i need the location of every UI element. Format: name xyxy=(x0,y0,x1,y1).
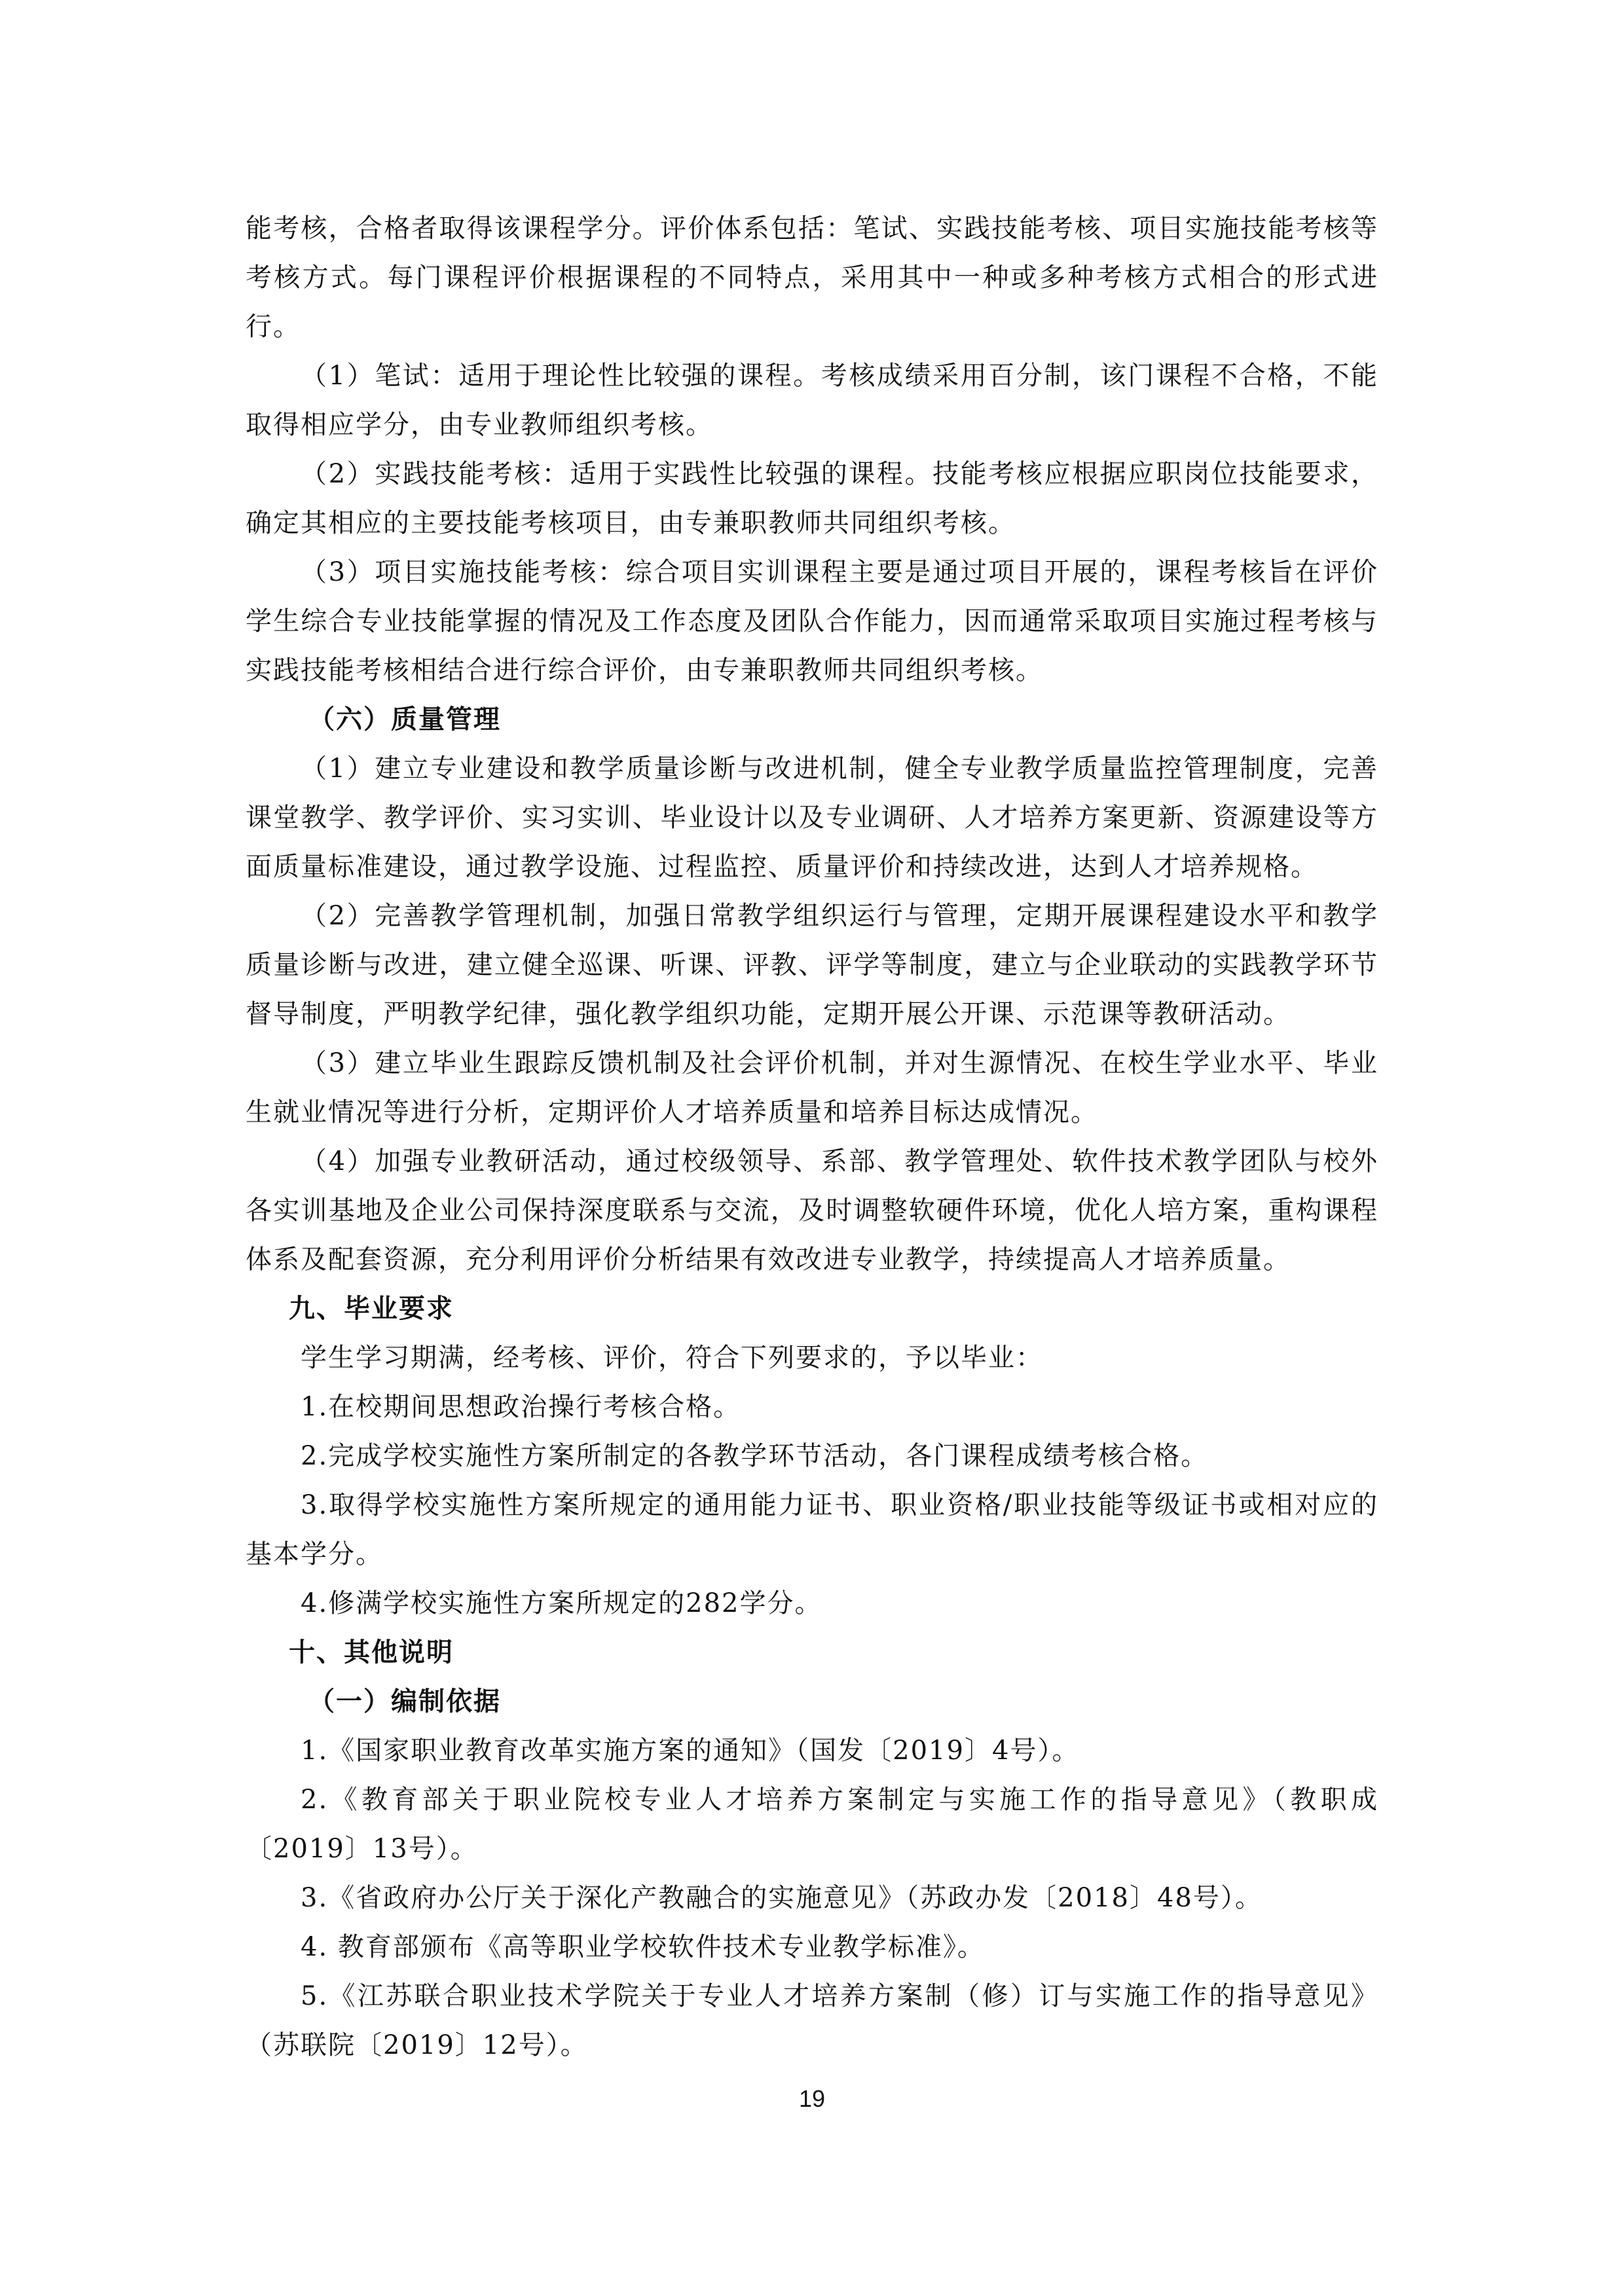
subsection-heading: （一）编制依据 xyxy=(308,1686,501,1717)
paragraph: 能考核，合格者取得该课程学分。评价体系包括：笔试、实践技能考核、项目实施技能考核等考核方式。每门课程评价根据课程的不同特点，采用其中一种或多种考核方式相合的形式进行。 xyxy=(246,213,1378,342)
paragraph: 3.取得学校实施性方案所规定的通用能力证书、职业资格/职业技能等级证书或相对应的基本学分。 xyxy=(246,1490,1378,1569)
subsection-heading: （六）质量管理 xyxy=(308,704,501,735)
section-heading: 九、毕业要求 xyxy=(289,1294,454,1324)
paragraph: 2.《教育部关于职业院校专业人才培养方案制定与实施工作的指导意见》（教职成〔2019〕13号）。 xyxy=(246,1785,1378,1864)
paragraph: 1.《国家职业教育改革实施方案的通知》（国发〔2019〕4号）。 xyxy=(301,1736,1080,1766)
paragraph: 4. 教育部颁布《高等职业学校软件技术专业教学标准》。 xyxy=(301,1932,985,1962)
paragraph: 学生学习期满，经考核、评价，符合下列要求的，予以毕业： xyxy=(301,1343,1043,1373)
body-text xyxy=(246,204,1378,2070)
paragraph: （3）建立毕业生跟踪反馈机制及社会评价机制，并对生源情况、在校生学业水平、毕业生就业情况等进行分析，定期评价人才培养质量和培养目标达成情况。 xyxy=(246,1048,1378,1127)
paragraph: （1）笔试：适用于理论性比较强的课程。考核成绩采用百分制，该门课程不合格，不能取得相应学分，由专业教师组织考核。 xyxy=(246,361,1378,440)
paragraph: 2.完成学校实施性方案所制定的各教学环节活动，各门课程成绩考核合格。 xyxy=(301,1441,1209,1471)
paragraph: 5.《江苏联合职业技术学院关于专业人才培养方案制（修）订与实施工作的指导意见》（苏联院〔2019〕12号）。 xyxy=(246,1981,1378,2060)
section-heading: 十、其他说明 xyxy=(289,1637,454,1667)
paragraph: （4）加强专业教研活动，通过校级领导、系部、教学管理处、软件技术教学团队与校外各实训基地及企业公司保持深度联系与交流，及时调整软硬件环境，优化人培方案，重构课程体系及配套资源，充分利用评价分析结果有效改进专业教学，持续提高人才培养质量。 xyxy=(246,1146,1378,1275)
paragraph: （1）建立专业建设和教学质量诊断与改进机制，健全专业教学质量监控管理制度，完善课堂教学、教学评价、实习实训、毕业设计以及专业调研、人才培养方案更新、资源建设等方面质量标准建设，通过教学设施、过程监控、质量评价和持续改进，达到人才培养规格。 xyxy=(246,754,1378,882)
paragraph: 1.在校期间思想政治操行考核合格。 xyxy=(301,1392,741,1422)
paragraph: （3）项目实施技能考核：综合项目实训课程主要是通过项目开展的，课程考核旨在评价学生综合专业技能掌握的情况及工作态度及团队合作能力，因而通常采取项目实施过程考核与实践技能考核相结合进行综合评价，由专兼职教师共同组织考核。 xyxy=(246,557,1378,685)
page-number: 19 xyxy=(798,2085,826,2112)
paragraph: 3.《省政府办公厅关于深化产教融合的实施意见》（苏政办发〔2018〕48号）。 xyxy=(301,1883,1263,1913)
paragraph: （2）实践技能考核：适用于实践性比较强的课程。技能考核应根据应职岗位技能要求，确定其相应的主要技能考核项目，由专兼职教师共同组织考核。 xyxy=(246,459,1378,538)
paragraph: （2）完善教学管理机制，加强日常教学组织运行与管理，定期开展课程建设水平和教学质量诊断与改进，建立健全巡课、听课、评教、评学等制度，建立与企业联动的实践教学环节督导制度，严明教学纪律，强化教学组织功能，定期开展公开课、示范课等教研活动。 xyxy=(246,901,1378,1029)
paragraph: 4.修满学校实施性方案所规定的282学分。 xyxy=(301,1588,822,1618)
